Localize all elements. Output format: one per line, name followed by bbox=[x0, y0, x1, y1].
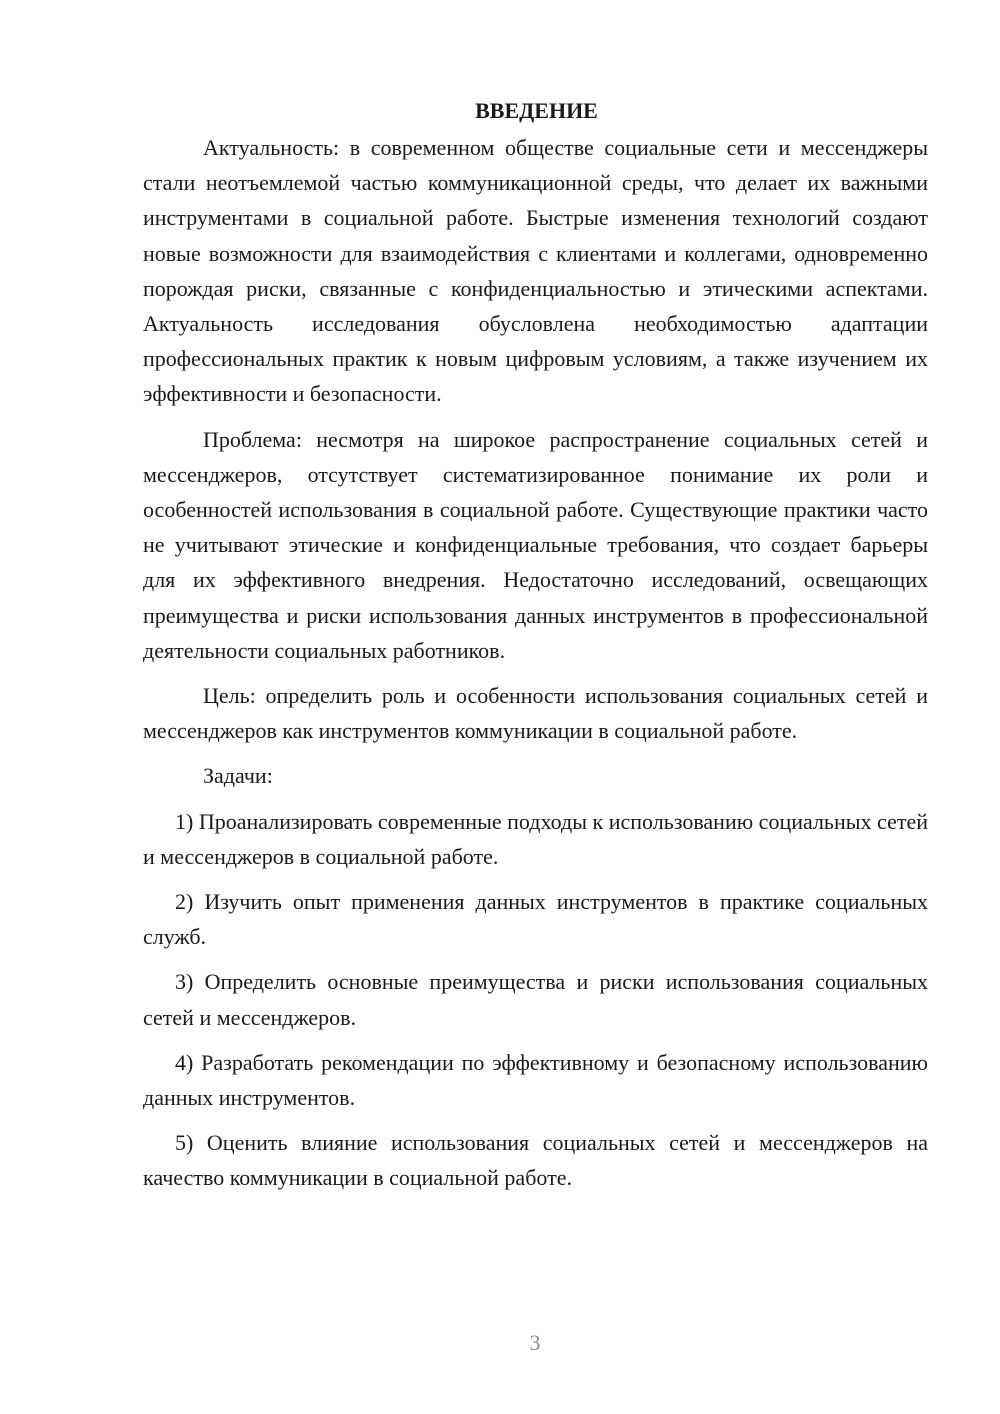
task-item-3: 3) Определить основные преимущества и риски использования социальных сетей и мессенджеров. bbox=[143, 969, 928, 1030]
tasks-label: Задачи: bbox=[203, 763, 273, 789]
task-item-1: 1) Проанализировать современные подходы к использованию социальных сетей и мессенджеров в социальной работе. bbox=[143, 808, 928, 869]
tasks-list bbox=[143, 804, 928, 1196]
task-item-5: 5) Оценить влияние использования социальных сетей и мессенджеров на качество коммуникации в социальной работе. bbox=[143, 1130, 928, 1191]
task-item-4: 4) Разработать рекомендации по эффективному и безопасному использованию данных инструментов. bbox=[143, 1049, 928, 1111]
document-page bbox=[143, 95, 928, 1206]
goal-paragraph: Цель: определить роль и особенности использования социальных сетей и мессенджеров как инструментов коммуникации в социальной работе. bbox=[143, 683, 928, 744]
relevance-paragraph: Актуальность: в современном обществе социальные сети и мессенджеры стали неотъемлемой частью коммуникационной среды, что делает их важными инструментами в социальной работе. Быстрые изменения технологий создают новые возможности для взаимодействия с клиентами и коллегами, одновременно порождая риски, связанные с конфиденциальностью и этическими аспектами. Актуальность исследования обусловлена необходимостью адаптации профессиональных практик к новым цифровым условиям, а также изучением их эффективности и безопасности. bbox=[143, 135, 928, 407]
problem-paragraph: Проблема: несмотря на широкое распространение социальных сетей и мессенджеров, отсутствует систематизированное понимание их роли и особенностей использования в социальной работе. Существующие практики часто не учитывают этические и конфиденциальные требования, что создает барьеры для их эффективного внедрения. Недостаточно исследований, освещающих преимущества и риски использования данных инструментов в профессиональной деятельности социальных работников. bbox=[143, 426, 928, 663]
task-item-2: 2) Изучить опыт применения данных инструментов в практике социальных служб. bbox=[143, 889, 928, 950]
page-number: 3 bbox=[529, 1330, 541, 1355]
section-heading: ВВЕДЕНИЕ bbox=[475, 98, 598, 123]
